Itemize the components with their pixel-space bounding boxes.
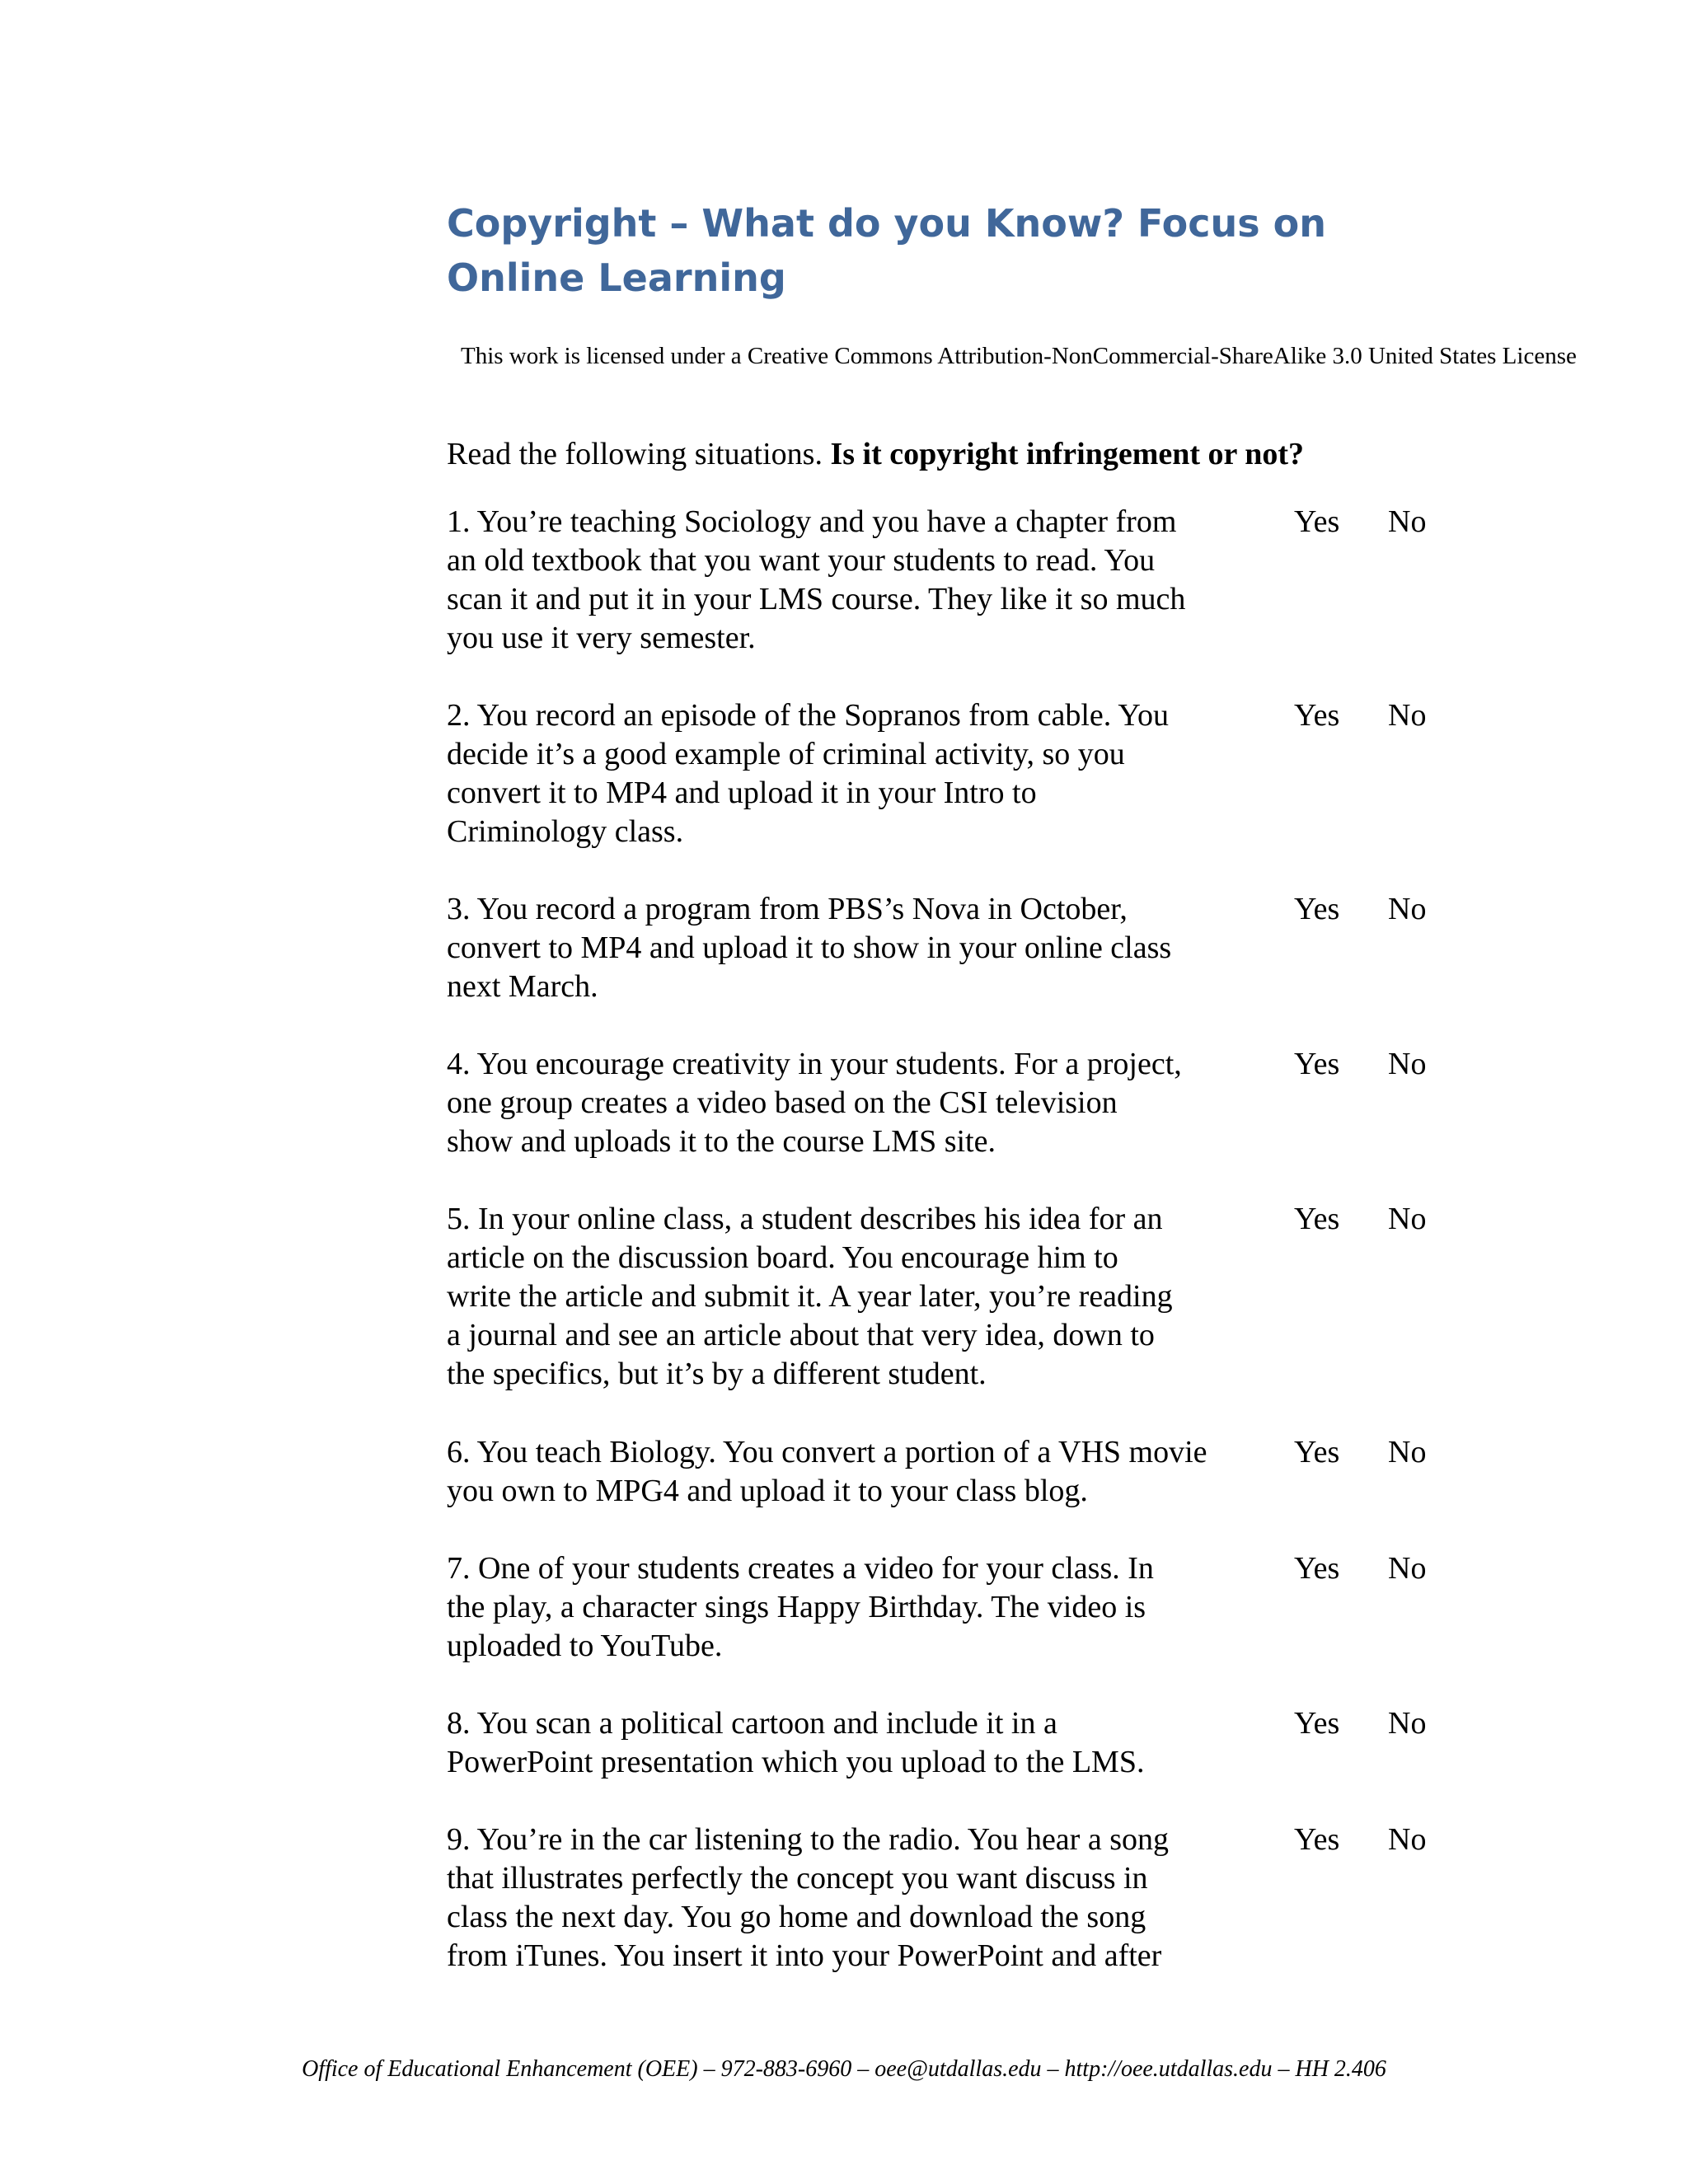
- no-option[interactable]: No: [1388, 1822, 1427, 1857]
- yes-option[interactable]: Yes: [1294, 1435, 1340, 1469]
- intro-lead: Read the following situations.: [447, 437, 831, 471]
- no-option[interactable]: No: [1388, 1706, 1427, 1741]
- no-option[interactable]: No: [1388, 504, 1427, 539]
- yes-option[interactable]: Yes: [1294, 1551, 1340, 1586]
- question-text: 2. You record an episode of the Sopranos from cable. You decide it’s a good example of criminal activity, so you convert it to MP4 and upload it in your Intro to Criminology class.: [447, 698, 1169, 849]
- question-text: 1. You’re teaching Sociology and you have a chapter from an old textbook that you want your students to read. You scan it and put it in your LMS course. They like it so much you use it very semester.: [447, 504, 1186, 655]
- intro-text: [447, 434, 1518, 474]
- page-title: Copyright – What do you Know? Focus on Online Learning: [447, 201, 1326, 300]
- yes-option[interactable]: Yes: [1294, 698, 1340, 733]
- yes-option[interactable]: Yes: [1294, 892, 1340, 926]
- question-text: 9. You’re in the car listening to the radio. You hear a song that illustrates perfectly the concept you want discuss in class the next day. You go home and download the song from iTunes. You insert it into your PowerPoint and after: [447, 1822, 1169, 1973]
- yes-option[interactable]: Yes: [1294, 1047, 1340, 1081]
- question-text: 5. In your online class, a student describes his idea for an article on the discussion board. You encourage him to write the article and submit it. A year later, you’re reading a journal and see an article about that very idea, down to the specifics, but it’s by a different student.: [447, 1202, 1173, 1391]
- license-notice: This work is licensed under a Creative Commons Attribution-NonCommercial-ShareAlike 3.0 United States License: [461, 343, 1577, 369]
- question-text: 8. You scan a political cartoon and include it in a PowerPoint presentation which you upload to the LMS.: [447, 1706, 1145, 1779]
- no-option[interactable]: No: [1388, 1435, 1427, 1469]
- page-footer: Office of Educational Enhancement (OEE) – 972-883-6960 – oee@utdallas.edu – http://oee.utdallas.edu – HH 2.406: [302, 2056, 1386, 2082]
- yes-option[interactable]: Yes: [1294, 1822, 1340, 1857]
- question-text: 6. You teach Biology. You convert a portion of a VHS movie you own to MPG4 and upload it to your class blog.: [447, 1435, 1207, 1508]
- question-text: 7. One of your students creates a video for your class. In the play, a character sings Happy Birthday. The video is uploaded to YouTube.: [447, 1551, 1154, 1663]
- question-text: 3. You record a program from PBS’s Nova in October, convert to MP4 and upload it to show in your online class next March.: [447, 892, 1172, 1004]
- yes-option[interactable]: Yes: [1294, 1706, 1340, 1741]
- no-option[interactable]: No: [1388, 698, 1427, 733]
- yes-option[interactable]: Yes: [1294, 1202, 1340, 1236]
- no-option[interactable]: No: [1388, 1202, 1427, 1236]
- no-option[interactable]: No: [1388, 892, 1427, 926]
- question-text: 4. You encourage creativity in your students. For a project, one group creates a video based on the CSI television show and uploads it to the course LMS site.: [447, 1047, 1182, 1159]
- no-option[interactable]: No: [1388, 1551, 1427, 1586]
- intro-question: Is it copyright infringement or not?: [830, 437, 1304, 471]
- yes-option[interactable]: Yes: [1294, 504, 1340, 539]
- no-option[interactable]: No: [1388, 1047, 1427, 1081]
